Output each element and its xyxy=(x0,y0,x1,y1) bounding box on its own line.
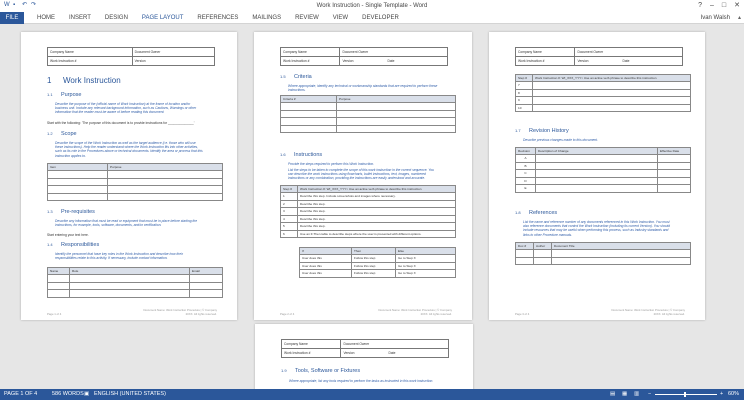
col-revision: Revision xyxy=(516,148,536,155)
table-row: C xyxy=(516,170,691,178)
close-button[interactable]: ✕ xyxy=(734,2,740,9)
footer-doc: Document Name: Work Instruction Procedure | © Company 20XX. All rights reserved. xyxy=(378,308,452,316)
read-mode-icon[interactable]: ▤ xyxy=(610,391,616,397)
footer-doc: Document Name: Work Instruction Procedure | © Company 20XX. All rights reserved. xyxy=(611,308,685,316)
references-table xyxy=(515,242,691,265)
prereq-start: Start entering your text here. xyxy=(47,233,89,237)
header-owner: Document Owner xyxy=(132,48,214,57)
zoom-out-button[interactable]: − xyxy=(648,391,652,397)
table-row: User does this Follow this step Go to Step X xyxy=(300,255,456,263)
table-row: 5 Describe this step. xyxy=(281,223,456,231)
references-desc: List the name and reference number of any documents referenced in this Work Instruction. You must also reference documents that control the Work Instruction (including its current Version). You should include resources that may be useful when performing this process, such as Industry standards and links to other Procedure manuals. xyxy=(523,220,670,237)
save-icon[interactable]: ▪ xyxy=(13,2,16,8)
zoom-in-button[interactable]: + xyxy=(720,391,724,397)
revision-table xyxy=(515,147,691,193)
document-canvas[interactable] xyxy=(0,24,744,389)
header-company: Company Name xyxy=(281,48,340,57)
heading-1-1: 1.1 Purpose xyxy=(47,92,82,98)
page-1 xyxy=(21,32,237,320)
heading-1-3: 1.3 Pre-requisites xyxy=(47,209,95,215)
ribbon-tabs xyxy=(0,12,744,24)
revision-desc: Describe previous changes made to this document. xyxy=(523,138,598,142)
col-instruction: Work Instruction #: WI_XXX_YYY> Use an active verb phrase to describe this instruction xyxy=(533,75,691,82)
undo-icon[interactable]: ↶ xyxy=(22,2,28,8)
table-row: User does this Follow this step Go to Step X xyxy=(300,270,456,278)
instructions-desc-2: List the steps to be taken to complete the scope of this work instruction in the correct sequence. You can describe the work instructions using flowcharts, bullet instructions, text, images, numbered instructions or any combination, providing the instructions are easily understood and accurate. xyxy=(288,168,435,181)
page-4 xyxy=(255,324,473,389)
steps-continued-table xyxy=(515,74,691,112)
col-doc: Doc # xyxy=(516,243,534,250)
header-table xyxy=(280,47,448,66)
header-company: Company Name xyxy=(516,48,575,57)
web-layout-icon[interactable]: ▥ xyxy=(634,391,640,397)
if-then-table xyxy=(299,247,456,278)
col-title: Document Title xyxy=(552,243,691,250)
proofing-icon[interactable]: ▣ xyxy=(84,391,90,397)
window-title: Work Instruction - Single Template - Word xyxy=(316,3,428,9)
tab-home[interactable]: HOME xyxy=(37,15,55,21)
header-wi: Work Instruction # xyxy=(282,349,341,358)
heading-1: 1 Work Instruction xyxy=(47,76,121,85)
col-purpose: Purpose xyxy=(337,96,456,103)
header-owner: Document Owner xyxy=(575,48,683,57)
table-row: 8 xyxy=(516,89,691,97)
purpose-start: Start with the following: 'The purpose of this document is to provide instructions for ______________' xyxy=(47,121,195,125)
table-row: 1 Describe this step. Include screenshots and images where necessary. xyxy=(281,193,456,201)
tools-desc: Where appropriate, list any tools required to perform the tasks as instructed in this work instruction. xyxy=(289,379,434,383)
table-row: 2 Describe this step. xyxy=(281,200,456,208)
status-bar xyxy=(0,389,744,400)
header-version: Version Date xyxy=(575,57,683,66)
maximize-button[interactable]: □ xyxy=(721,2,727,9)
user-avatar-icon[interactable]: ▴ xyxy=(737,15,741,21)
tab-design[interactable]: DESIGN xyxy=(104,15,128,21)
help-icon[interactable]: ? xyxy=(698,2,702,9)
header-version: Version Date xyxy=(340,57,448,66)
heading-1-2: 1.2 Scope xyxy=(47,131,77,137)
footer-page: Page 1 of 4 xyxy=(47,312,62,316)
header-owner: Document Owner xyxy=(341,340,449,349)
file-tab[interactable]: FILE xyxy=(0,12,24,24)
criteria-table xyxy=(280,95,456,133)
col-description: Description of Change xyxy=(536,148,658,155)
heading-1-4: 1.4 Responsibilities xyxy=(47,242,100,248)
minimize-button[interactable]: – xyxy=(709,2,714,9)
footer-doc: Document Name: Work Instruction Procedure | © Company 20XX. All rights reserved. xyxy=(143,308,217,316)
heading-1-8: 1.8 References xyxy=(515,210,558,216)
table-row: 10 xyxy=(516,104,691,112)
title-bar xyxy=(0,0,744,12)
prereq-desc: Describe any information that must be read or equipment that must be in place before starting the instructions, for example, tools, software, documents, and/or certification. xyxy=(55,219,198,228)
language[interactable]: ENGLISH (UNITED STATES) xyxy=(94,391,166,397)
table-row: User does this Follow this step Go to Step X xyxy=(300,262,456,270)
heading-1-5: 1.5 Criteria xyxy=(280,74,312,80)
table-row: 7 xyxy=(516,82,691,90)
header-wi: Work Instruction # xyxy=(516,57,575,66)
table-row: 9 xyxy=(516,97,691,105)
zoom-level[interactable]: 60% xyxy=(728,391,740,397)
header-table xyxy=(515,47,683,66)
heading-1-6: 1.6 Instructions xyxy=(280,152,323,158)
col-then: Then xyxy=(352,248,396,255)
tab-references[interactable]: REFERENCES xyxy=(197,15,239,21)
purpose-desc: Describe the purpose of the (official name of Work Instruction) at the frame of location and/or business unit. Include any relevant background information, such as Cautions, Warnings or other information that the reader must be aware of before reading this document. xyxy=(55,102,197,115)
col-item: Item xyxy=(48,164,108,171)
tab-page-layout[interactable]: PAGE LAYOUT xyxy=(135,12,190,25)
criteria-desc: Where appropriate, identify any technical or workmanship standards that are required to perform these instructions. xyxy=(288,84,438,93)
col-effective-date: Effective Date xyxy=(658,148,691,155)
user-account[interactable]: Ivan Walsh xyxy=(700,15,730,21)
header-version: Version Date xyxy=(341,349,449,358)
table-row: 6 Use an If-Then table to describe steps where the user is presented with different options. xyxy=(281,230,456,238)
col-step: Step # xyxy=(516,75,533,82)
header-company: Company Name xyxy=(48,48,133,57)
col-purpose: Purpose xyxy=(108,164,223,171)
col-email: Email xyxy=(190,268,223,275)
redo-icon[interactable]: ↷ xyxy=(31,2,37,8)
header-version: Version xyxy=(132,57,214,66)
responsibilities-table xyxy=(47,267,223,298)
col-criteria: Criteria # xyxy=(281,96,337,103)
resp-desc: Identify the personnel that have key roles in the Work Instruction and describe how their responsibilities relate to this activity. If necessary, include contact information. xyxy=(55,252,183,261)
steps-table xyxy=(280,185,456,238)
col-author: Author xyxy=(534,243,552,250)
word-logo-icon: W xyxy=(4,2,10,8)
table-row: 4 Describe this step. xyxy=(281,215,456,223)
header-wi: Work Instruction # xyxy=(281,57,340,66)
header-wi: Work Instruction # xyxy=(48,57,133,66)
instructions-desc-1: Provide the steps required to perform this Work Instruction. xyxy=(288,162,375,166)
col-name: Name xyxy=(48,268,70,275)
col-if: If xyxy=(300,248,352,255)
scope-desc: Describe the scope of the Work Instruction as well as the target audience (i.e. those who will use these instructions). Help the reader understand where the Work Instruction fits into other activities, such as its role in the Procedures above or technical documents. Identify the area or process that this instruction applies to. xyxy=(55,141,203,158)
table-row: A xyxy=(516,155,691,163)
heading-1-7: 1.7 Revision History xyxy=(515,128,569,134)
heading-1-9: 1.9 Tools, Software or Fixtures xyxy=(281,368,361,374)
col-instruction: Work Instruction #: WI_XXX_YYY> Use an active verb phrase to describe this instruction xyxy=(298,186,456,193)
table-row: E xyxy=(516,185,691,193)
header-table xyxy=(281,339,449,358)
zoom-slider-track[interactable] xyxy=(655,394,717,395)
footer-page: Page 3 of 4 xyxy=(515,312,530,316)
tab-mailings[interactable]: MAILINGS xyxy=(252,15,282,21)
tab-insert[interactable]: INSERT xyxy=(69,15,91,21)
tab-view[interactable]: VIEW xyxy=(332,15,349,21)
page-2 xyxy=(254,32,472,320)
col-else: Else xyxy=(396,248,456,255)
col-role: Role xyxy=(70,268,190,275)
header-owner: Document Owner xyxy=(340,48,448,57)
header-table xyxy=(47,47,215,66)
print-layout-icon[interactable]: ▦ xyxy=(622,391,628,397)
scope-table xyxy=(47,163,223,201)
page-3 xyxy=(489,32,705,320)
footer-page: Page 2 of 4 xyxy=(280,312,295,316)
table-row: D xyxy=(516,177,691,185)
word-count[interactable]: 586 WORDS xyxy=(52,391,84,397)
table-row: 3 Describe this step. xyxy=(281,208,456,216)
table-row: B xyxy=(516,162,691,170)
tab-review[interactable]: REVIEW xyxy=(295,15,319,21)
window-controls xyxy=(698,0,740,12)
header-company: Company Name xyxy=(282,340,341,349)
page-count[interactable]: PAGE 1 OF 4 xyxy=(4,391,38,397)
col-step: Step # xyxy=(281,186,298,193)
zoom-slider-thumb[interactable] xyxy=(684,392,686,397)
tab-developer[interactable]: DEVELOPER xyxy=(362,15,399,21)
